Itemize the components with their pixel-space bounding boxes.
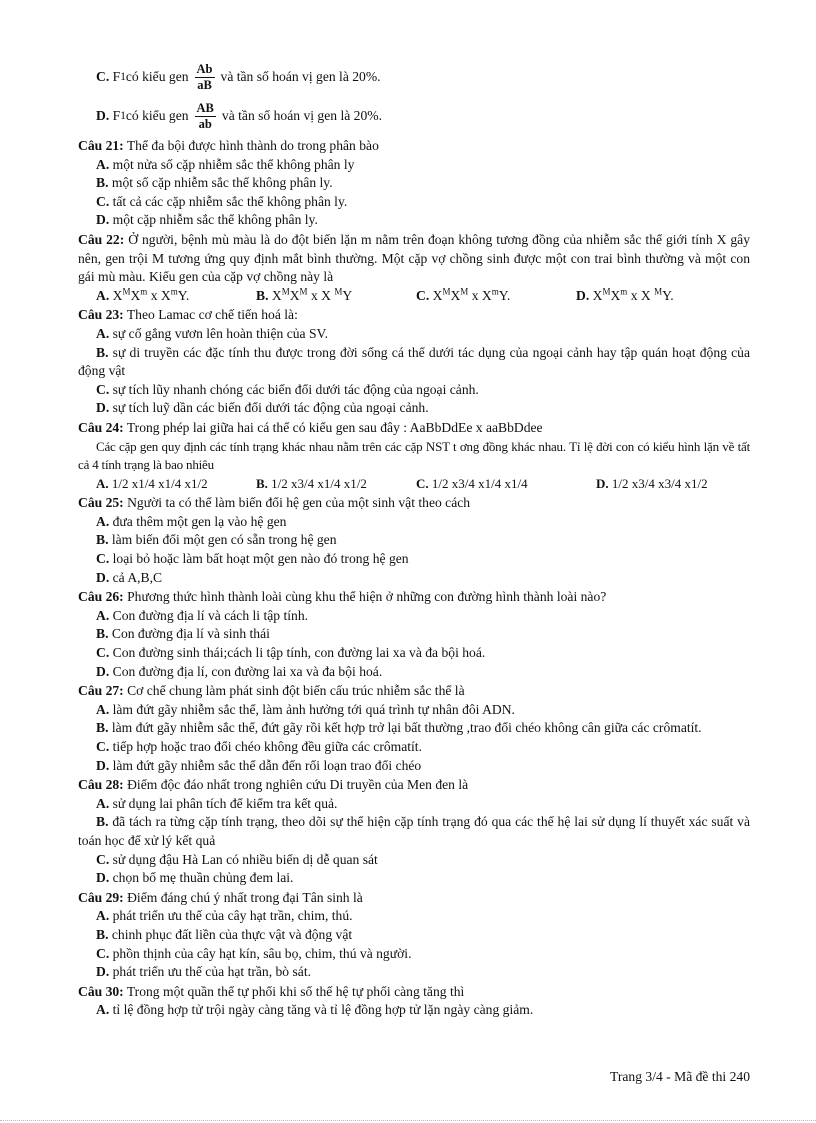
answer-option: A. làm đứt gãy nhiễm sắc thể, làm ảnh hưởng tới quá trình tự nhân đôi ADN. <box>96 701 515 717</box>
answer-option: C. sử dụng đậu Hà Lan có nhiều biến dị dễ quan sát <box>96 851 378 867</box>
q24-options <box>78 475 750 494</box>
question-header: Câu 28: Điểm độc đáo nhất trong nghiên cứu Di truyền của Men đen là <box>78 777 469 793</box>
answer-option: C. sự tích lũy nhanh chóng các biến đổi dưới tác động của ngoại cảnh. <box>96 381 479 397</box>
answer-option: D. sự tích luỹ dần các biến đổi dưới tác động của ngoại cảnh. <box>96 400 429 416</box>
question-23 <box>78 306 750 418</box>
question-header: Câu 26: Phương thức hình thành loài cùng khu thể hiện ở những con đường hình thành loài nào? <box>78 589 607 605</box>
answer-option: A. sử dụng lai phân tích để kiểm tra kết quả. <box>96 795 338 811</box>
question-27 <box>78 682 750 775</box>
question-header: Câu 22: Ở người, bệnh mù màu là do đột biến lặn m nằm trên đoạn không tương đồng của nhiễm sắc thể giới tính X gây nên, gen trội M tương ứng quy định mắt bình thường. Một cặp vợ chồng sinh được một con trai bình thường và một con gái mù màu. Kiểu gen của cặp vợ chồng này là <box>78 231 750 285</box>
answer-option: D. chọn bố mẹ thuần chủng đem lai. <box>96 870 294 886</box>
genotype-fraction: $\frac{AB}{ab}$ <box>196 101 214 131</box>
answer-option: B. làm biến đổi một gen có sẵn trong hệ gen <box>96 532 337 548</box>
answer-option: B. đã tách ra từng cặp tính trạng, theo dõi sự thể hiện cặp tính trạng đó qua các thế hệ lai sử dụng lí thuyết xác suất và toán học để xử lý kết quả <box>78 814 750 848</box>
q20-option-c: C. F 1 có kiểu gen $\frac{Ab}{aB}$ và tần số hoán vị gen là 20%. <box>96 62 381 92</box>
answer-option: D. làm đứt gãy nhiễm sắc thể dẫn đến rối loạn trao đổi chéo <box>96 757 422 773</box>
answer-option: C. phồn thịnh của cây hạt kín, sâu bọ, chim, thú và người. <box>96 945 412 961</box>
page-bottom-divider <box>0 1120 816 1121</box>
answer-option: D. cả A,B,C <box>96 569 163 585</box>
question-body: Các cặp gen quy định các tính trạng khác nhau nằm trên các cặp NST t ơng đồng khác nhau. Tỉ lệ đời con có kiểu hình lặn về tất cả 4 tính trạng là bao nhiêu <box>78 438 750 473</box>
question-header: Câu 27: Cơ chế chung làm phát sinh đột biến cấu trúc nhiễm sắc thể là <box>78 683 465 699</box>
question-header: Câu 25: Người ta có thể làm biến đổi hệ gen của một sinh vật theo cách <box>78 495 471 511</box>
answer-option: A. Con đường địa lí và cách li tập tính. <box>96 607 309 623</box>
answer-option: D. $X^MX^m$ x X $^M$Y. <box>576 286 674 303</box>
question-header: Câu 29: Điểm đáng chú ý nhất trong đại Tân sinh là <box>78 889 363 905</box>
q22-options <box>78 287 750 306</box>
question-header: Câu 24: Trong phép lai giữa hai cá thể có kiểu gen sau đây : AaBbDdEe x aaBbDdee <box>78 419 543 435</box>
question-24 <box>78 419 750 493</box>
answer-option: B. 1/2 x3/4 x1/4 x1/2 <box>256 475 367 491</box>
question-28 <box>78 776 750 888</box>
exam-page <box>78 58 750 1020</box>
question-29 <box>78 889 750 982</box>
answer-option: A. $X^MX^m$ x $X^mY$. <box>96 286 190 303</box>
question-21 <box>78 137 750 230</box>
question-30 <box>78 983 750 1020</box>
answer-option: C. $X^MX^M$ x $X^mY$. <box>416 286 511 303</box>
question-25 <box>78 494 750 587</box>
answer-option: D. một cặp nhiễm sắc thể không phân ly. <box>96 212 318 228</box>
answer-option: C. 1/2 x3/4 x1/4 x1/4 <box>416 475 528 491</box>
answer-option: C. tiếp hợp hoặc trao đổi chéo không đều giữa các crômatít. <box>96 739 422 754</box>
question-header: Câu 21: Thể đa bội được hình thành do trong phân bào <box>78 138 379 153</box>
question-header: Câu 30: Trong một quần thể tự phối khi số thế hệ tự phối càng tăng thì <box>78 983 465 999</box>
answer-option: D. 1/2 x3/4 x3/4 x1/2 <box>596 475 708 491</box>
answer-option: A. phát triển ưu thế của cây hạt trần, chim, thú. <box>96 908 353 924</box>
answer-option: A. 1/2 x1/4 x1/4 x1/2 <box>96 475 208 491</box>
answer-option: B. $X^MX^M$ x X $^M$Y <box>256 286 353 303</box>
question-26 <box>78 588 750 681</box>
answer-option: A. một nửa số cặp nhiễm sắc thể không phân ly <box>96 156 355 172</box>
answer-option: B. một số cặp nhiễm sắc thể không phân ly. <box>96 175 333 191</box>
answer-option: D. phát triển ưu thế của hạt trần, bò sát. <box>96 964 311 980</box>
answer-option: A. sự cố gắng vươn lên hoàn thiện của SV. <box>96 325 328 341</box>
answer-option: C. Con đường sinh thái;cách li tập tính, con đường lai xa và đa bội hoá. <box>96 645 486 661</box>
genotype-fraction: $\frac{Ab}{aB}$ <box>196 62 213 92</box>
answer-option: A. tỉ lệ đồng hợp tử trội ngày càng tăng và tỉ lệ đồng hợp tử lặn ngày càng giảm. <box>96 1002 534 1018</box>
page-footer: Trang 3/4 - Mã đề thi 240 <box>610 1069 750 1084</box>
answer-option: B. Con đường địa lí và sinh thái <box>96 626 270 642</box>
answer-option: C. loại bỏ hoặc làm bất hoạt một gen nào đó trong hệ gen <box>96 551 409 567</box>
answer-option: B. sự di truyền các đặc tính thu được trong đời sống cá thể dưới tác dụng của ngoại cảnh hay tập quán hoạt động của động vật <box>78 344 750 379</box>
question-22 <box>78 231 750 305</box>
q20-option-d: D. F 1 có kiểu gen $\frac{AB}{ab}$ và tần số hoán vị gen là 20%. <box>96 101 382 131</box>
answer-option: A. đưa thêm một gen lạ vào hệ gen <box>96 513 287 529</box>
answer-option: C. tất cả các cặp nhiễm sắc thể không phân ly. <box>96 193 348 209</box>
question-header: Câu 23: Theo Lamac cơ chế tiến hoá là: <box>78 307 298 323</box>
answer-option: B. làm đứt gãy nhiễm sắc thể, đứt gãy rồi kết hợp trở lại bất thường ,trao đổi chéo không cân giữa các crômatít. <box>96 720 702 736</box>
answer-option: D. Con đường địa lí, con đường lai xa và đa bội hoá. <box>96 663 383 679</box>
answer-option: B. chinh phục đất liền của thực vật và động vật <box>96 926 353 942</box>
